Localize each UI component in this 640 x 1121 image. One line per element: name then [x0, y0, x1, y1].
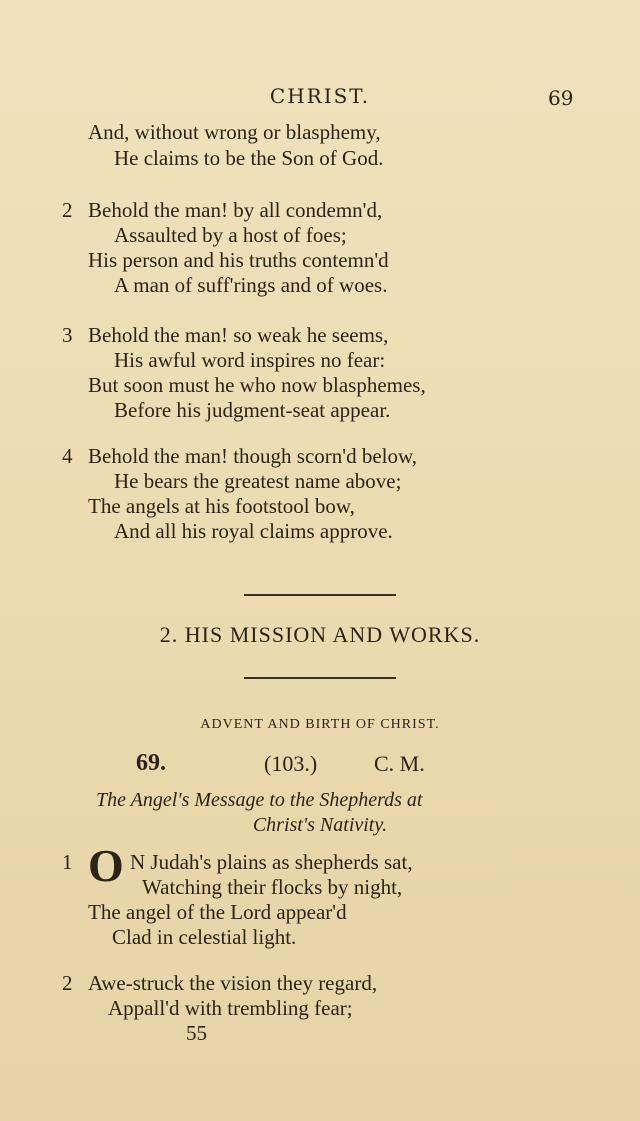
section-divider: [244, 677, 396, 679]
section-divider: [244, 594, 396, 596]
verse-line: The angels at his footstool bow,: [88, 494, 355, 518]
verse-line: But soon must he who now blasphemes,: [88, 373, 426, 397]
verse-line: Watching their flocks by night,: [142, 875, 403, 899]
verse-line: Appall'd with trembling fear;: [108, 996, 353, 1020]
hymn-title: Christ's Nativity.: [252, 814, 388, 836]
running-header: CHRIST.: [269, 84, 371, 108]
verse-line: Clad in celestial light.: [112, 925, 297, 949]
verse-line: And, without wrong or blasphemy,: [88, 120, 381, 144]
verse-line: N Judah's plains as shepherds sat,: [130, 850, 413, 874]
drop-cap: O: [88, 840, 124, 891]
stanza-number: 2: [62, 971, 73, 995]
verse-line: Behold the man! by all condemn'd,: [88, 198, 383, 222]
verse-line: His person and his truths contemn'd: [88, 248, 389, 272]
verse-line: Behold the man! so weak he seems,: [88, 323, 389, 347]
verse-line: He bears the greatest name above;: [114, 469, 402, 493]
page-number: 69: [548, 86, 574, 110]
stanza-number: 4: [62, 444, 73, 468]
hymn-number: 69.: [136, 750, 166, 776]
verse-line: And all his royal claims approve.: [114, 519, 393, 543]
verse-line: Assaulted by a host of foes;: [114, 223, 347, 247]
verse-line: His awful word inspires no fear:: [114, 348, 386, 372]
verse-line: A man of suff'rings and of woes.: [114, 273, 388, 297]
verse-line: The angel of the Lord appear'd: [88, 900, 347, 924]
stanza-number: 2: [62, 198, 73, 222]
hymn-reference: (103.): [264, 751, 318, 776]
hymn-meter: C. M.: [374, 751, 425, 776]
verse-line: He claims to be the Son of God.: [114, 146, 384, 170]
signature-mark: 55: [186, 1021, 207, 1045]
section-title: 2. HIS MISSION AND WORKS.: [159, 622, 481, 647]
verse-line: Awe-struck the vision they regard,: [88, 971, 378, 995]
stanza-number: 1: [62, 850, 73, 874]
stanza-number: 3: [62, 323, 73, 347]
hymn-title: The Angel's Message to the Shepherds at: [96, 789, 423, 811]
verse-line: Behold the man! though scorn'd below,: [88, 444, 418, 468]
verse-line: Before his judgment-seat appear.: [114, 398, 391, 422]
subsection-title: ADVENT AND BIRTH OF CHRIST.: [200, 717, 440, 732]
